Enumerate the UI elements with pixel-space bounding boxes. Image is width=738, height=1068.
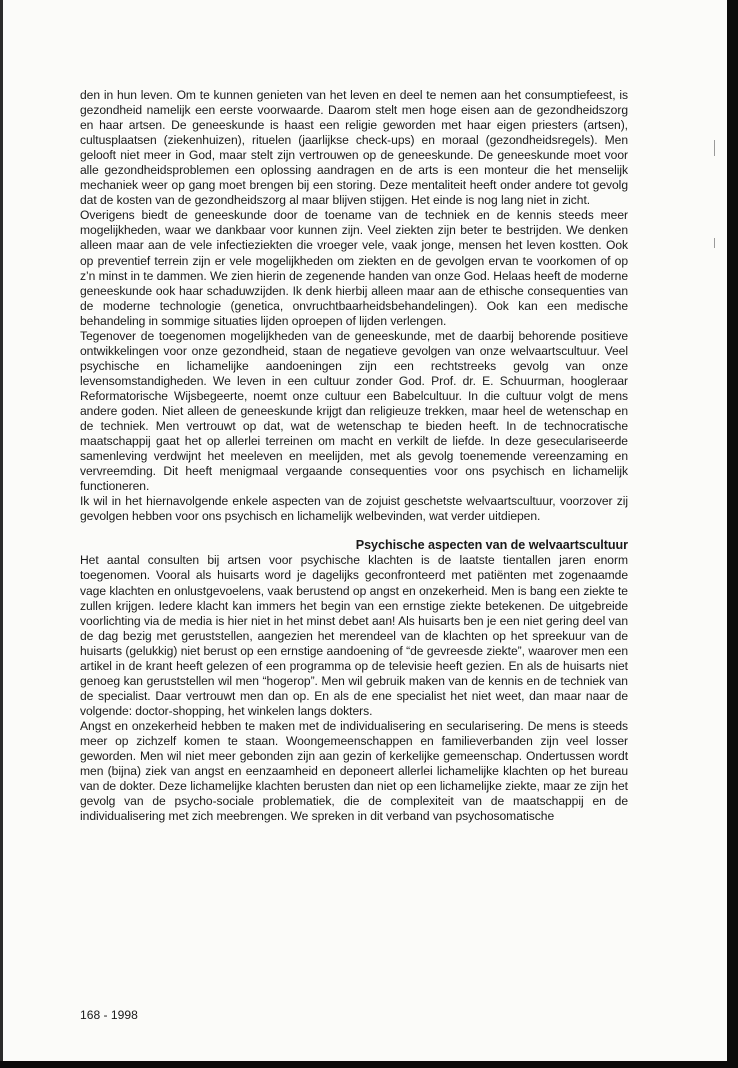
section-heading: Psychische aspecten van de welvaartscultuur	[355, 538, 628, 553]
margin-mark	[714, 140, 715, 156]
scan-bottom-edge	[0, 1061, 738, 1068]
paragraph: Angst en onzekerheid hebben te maken met de individualisering en secularisering. De mens is steeds meer op zichzelf komen te staan. Woongemeenschappen en familieverbanden zijn veel losser geworden. Men wil niet meer gebonden zijn aan gezin of kerkelijke gemeenschap. Ondertussen wordt men (bijna) ziek van angst en eenzaamheid en deponeert allerlei lichamelijke klachten op het bureau van de dokter. Deze lichamelijke klachten berusten dan niet op een lichamelijke ziekte, maar ze zijn het gevolg van de psycho-sociale problematiek, die de complexiteit van de maatschappij en de individualisering met zich meebrengen. We spreken in dit verband van psychosomatische	[80, 718, 628, 824]
article-body	[80, 88, 628, 824]
paragraph: Het aantal consulten bij artsen voor psychische klachten is de laatste tientallen jaren enorm toegenomen. Vooral als huisarts word je dagelijks geconfronteerd met patiënten met zogenaamde vage klachten en onlustgevoelens, vaak berustend op angst en onzekerheid. Men is bang een ziekte te zullen krijgen. Iedere klacht kan immers het begin van een ernstige ziekte betekenen. De uitgebreide voorlichting via de media is hier niet in het minst debet aan! Als huisarts ben je een niet gering deel van de dag bezig met geruststellen, aangezien het merendeel van de klachten op het spreekuur van de huisarts (gelukkig) niet berust op een ernstige aandoening of “de gevreesde ziekte”, waarover men een artikel in de krant heeft gelezen of een programma op de televisie heeft gezien. En als de huisarts niet genoeg kan geruststellen wil men “hogerop”. Men wil gebruik maken van de kennis en de techniek van de specialist. Daar vertrouwt men dan op. En als de ene specialist het niet weet, dan maar naar de volgende: doctor-shopping, het winkelen langs dokters.	[80, 553, 628, 718]
paragraph: Ik wil in het hiernavolgende enkele aspecten van de zojuist geschetste welvaartscultuur, voorzover zij gevolgen hebben voor ons psychisch en lichamelijk welbevinden, wat verder uitdiepen.	[80, 494, 628, 524]
paragraph: Tegenover de toegenomen mogelijkheden van de geneeskunde, met de daarbij behorende positieve ontwikkelingen voor onze gezondheid, staan de negatieve gevolgen van onze welvaartscultuur. Veel psychische en lichamelijke aandoeningen zijn een rechtstreeks gevolg van onze levensomstandigheden. We leven in een cultuur zonder God. Prof. dr. E. Schuurman, hoogleraar Reformatorische Wijsbegeerte, noemt onze cultuur een Babelcultuur. In die cultuur volgt de mens andere goden. Niet alleen de geneeskunde krijgt dan religieuze trekken, maar heel de wetenschap en de techniek. Men vertrouwt op dat, wat de wetenschap te bieden heeft. In de technocratische maatschappij gaat het op allerlei terreinen om macht en verkilt de liefde. In deze geseculariseerde samenleving verdwijnt het meeleven en meelijden, met als gevolg toenemende vereenzaming en vervreemding. Dit heeft menigmaal vergaande consequenties voor ons psychisch en lichamelijk functioneren.	[80, 328, 628, 494]
paragraph: Overigens biedt de geneeskunde door de toename van de techniek en de kennis steeds meer mogelijkheden, waar we dankbaar voor kunnen zijn. Veel ziekten zijn beter te bestrijden. We denken alleen maar aan de vele infectieziekten die vroeger vele, vaak jonge, mensen het leven kostten. Ook op preventief terrein zijn er vele mogelijkheden om ziekten en de gevolgen ervan te voorkomen of op z’n minst in te dammen. We zien hierin de zegenende handen van onze God. Helaas heeft de moderne geneeskunde ook haar schaduwzijden. Ik denk hierbij alleen maar aan de ethische consequenties van de moderne technologie (genetica, onvruchtbaarheidsbehandelingen). Ook kan een medische behandeling in sommige situaties lijden oproepen of lijden verlengen.	[80, 208, 628, 328]
page-number: 168 - 1998	[80, 1008, 138, 1022]
margin-mark	[714, 238, 715, 248]
scan-right-edge	[727, 0, 738, 1068]
scan-left-edge	[0, 0, 3, 1068]
paragraph: den in hun leven. Om te kunnen genieten van het leven en deel te nemen aan het consumptiefeest, is gezondheid namelijk een eerste voorwaarde. Daarom stelt men hoge eisen aan de gezondheidszorg en haar artsen. De geneeskunde is haast een religie geworden met haar eigen priesters (artsen), cultusplaatsen (ziekenhuizen), rituelen (jaarlijkse check-ups) en moraal (gezondheidsregels). Men gelooft niet meer in God, maar stelt zijn vertrouwen op de geneeskunde. De geneeskunde moet voor alle gezondheidsproblemen een oplossing aandragen en de arts is een monteur die het menselijk mechaniek weer op gang moet brengen bij een storing. Deze mentaliteit heeft onder andere tot gevolg dat de kosten van de gezondheidszorg al maar blijven stijgen. Het einde is nog lang niet in zicht.	[80, 88, 628, 208]
